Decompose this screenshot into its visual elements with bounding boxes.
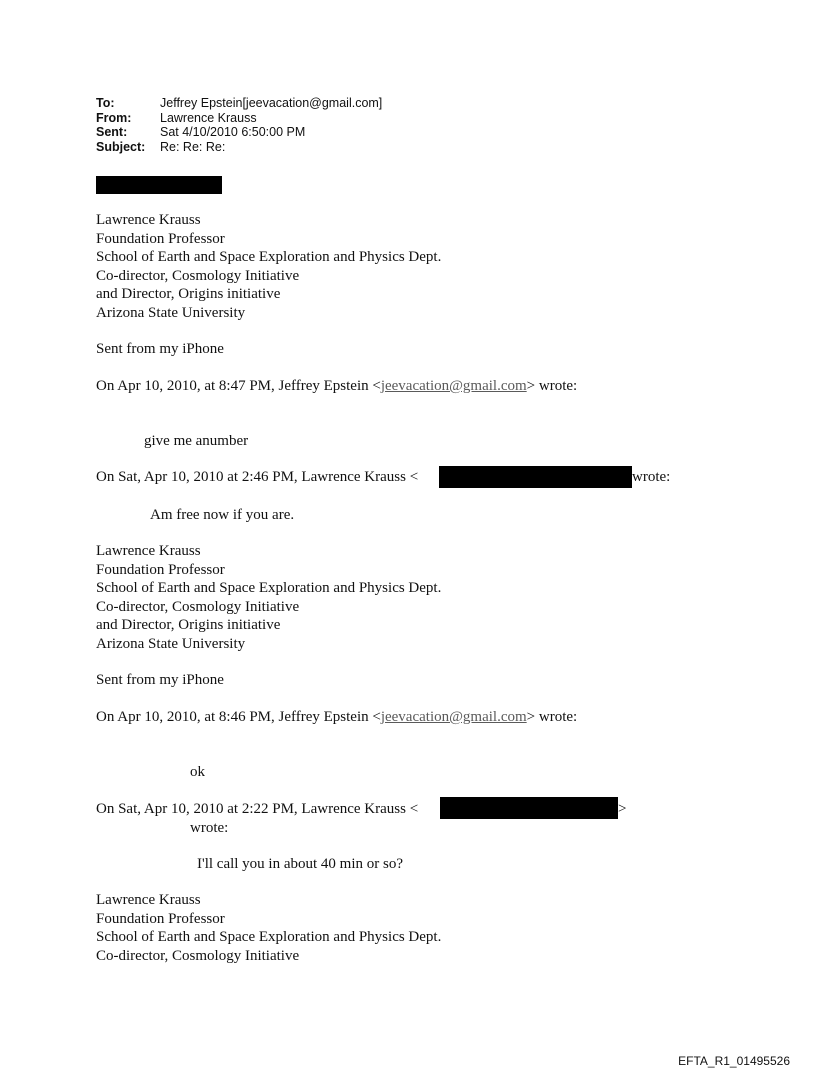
to-label: To: <box>96 96 115 110</box>
quote-header-1 <box>96 377 577 396</box>
signature-title: Foundation Professor <box>96 230 225 247</box>
signature-director: and Director, Origins initiative <box>96 617 281 633</box>
quote-header-1-suffix: > wrote: <box>526 378 578 394</box>
from-value: Lawrence Krauss <box>160 110 257 125</box>
sent-value: Sat 4/10/2010 6:50:00 PM <box>160 125 306 139</box>
quote-header-3-prefix: On Apr 10, 2010, at 8:46 PM, Jeffrey Epstein < <box>96 709 381 725</box>
email-header <box>96 96 382 154</box>
quote-body-1: give me anumber <box>144 433 249 449</box>
signature-block-3 <box>96 891 441 965</box>
signature-block-2 <box>96 542 441 653</box>
redaction-box-top <box>96 176 222 194</box>
signature-title: Foundation Professor <box>96 561 225 578</box>
from-row <box>96 111 382 126</box>
quote-header-3 <box>96 708 577 727</box>
quote-header-4-prefix: On Sat, Apr 10, 2010 at 2:22 PM, Lawrence Krauss < <box>96 801 419 817</box>
signature-school: School of Earth and Space Exploration and Physics Dept. <box>96 249 442 265</box>
sent-row <box>96 125 382 140</box>
subject-value: Re: Re: Re: <box>160 139 226 154</box>
sent-label: Sent: <box>96 125 128 139</box>
signature-university: Arizona State University <box>96 304 246 321</box>
sent-from-line-2: Sent from my iPhone <box>96 672 224 688</box>
signature-name: Lawrence Krauss <box>96 543 201 559</box>
subject-label: Subject: <box>96 139 146 154</box>
quote-header-1-prefix: On Apr 10, 2010, at 8:47 PM, Jeffrey Epstein < <box>96 378 381 394</box>
signature-director: and Director, Origins initiative <box>96 286 281 302</box>
signature-university: Arizona State University <box>96 635 246 652</box>
signature-name: Lawrence Krauss <box>96 212 201 228</box>
document-id: EFTA_R1_01495526 <box>678 1054 790 1068</box>
redaction-box-email-1 <box>439 466 632 488</box>
subject-row <box>96 140 382 155</box>
quote-header-4-wrote: wrote: <box>190 820 229 836</box>
signature-codirector: Co-director, Cosmology Initiative <box>96 598 300 615</box>
quote-body-3: ok <box>190 764 205 780</box>
quote-header-3-suffix: > wrote: <box>526 709 578 725</box>
redaction-box-email-2 <box>440 797 618 819</box>
email-link-1[interactable]: jeevacation@gmail.com <box>380 378 527 394</box>
quote-header-4-suffix: > <box>618 801 627 817</box>
signature-codirector: Co-director, Cosmology Initiative <box>96 267 300 284</box>
quote-body-2: Am free now if you are. <box>150 507 295 523</box>
quote-body-4: I'll call you in about 40 min or so? <box>197 856 404 872</box>
quote-header-2-suffix: wrote: <box>632 469 671 485</box>
sent-from-line-1: Sent from my iPhone <box>96 341 224 357</box>
email-link-2[interactable]: jeevacation@gmail.com <box>380 709 527 725</box>
signature-name: Lawrence Krauss <box>96 892 201 908</box>
signature-school: School of Earth and Space Exploration and Physics Dept. <box>96 580 442 596</box>
quote-header-2-prefix: On Sat, Apr 10, 2010 at 2:46 PM, Lawrence Krauss < <box>96 469 419 485</box>
signature-codirector: Co-director, Cosmology Initiative <box>96 947 300 964</box>
to-row <box>96 96 382 111</box>
signature-block-1 <box>96 211 441 322</box>
signature-school: School of Earth and Space Exploration and Physics Dept. <box>96 929 442 945</box>
from-label: From: <box>96 110 132 125</box>
to-value: Jeffrey Epstein[jeevacation@gmail.com] <box>160 96 383 110</box>
signature-title: Foundation Professor <box>96 910 225 927</box>
